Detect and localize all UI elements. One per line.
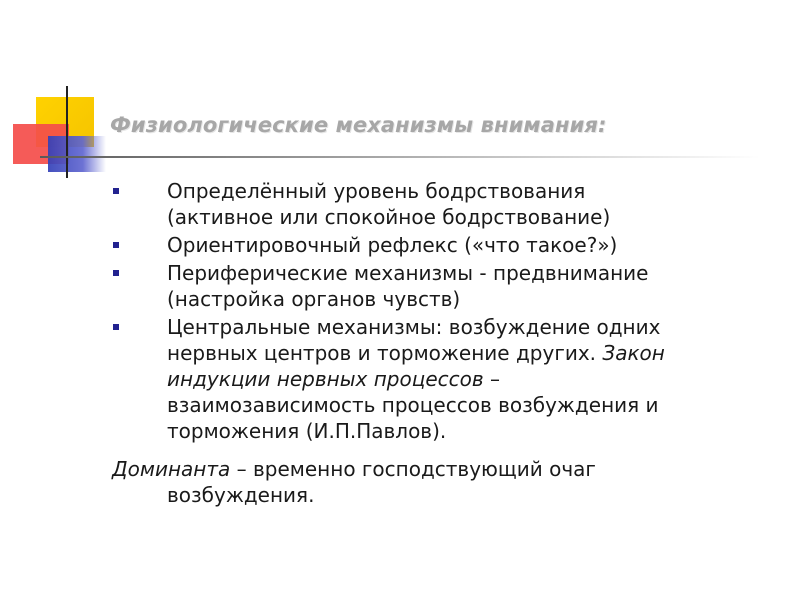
bullet-text-line: (активное или спокойное бодрствование) bbox=[167, 205, 611, 229]
decorative-blue-square bbox=[48, 136, 106, 172]
dominant-term: Доминанта bbox=[112, 457, 231, 481]
bullet-text-line: Определённый уровень бодрствования bbox=[167, 179, 586, 203]
bullet-italic-term: индукции нервных процессов bbox=[167, 367, 484, 391]
slide-title: Физиологические механизмы внимания: bbox=[110, 113, 607, 137]
bullet-text-line: Центральные механизмы: возбуждение одних bbox=[167, 315, 661, 339]
bullet-square-icon bbox=[113, 188, 119, 194]
bullet-item bbox=[112, 178, 762, 230]
bullet-list bbox=[112, 178, 762, 446]
bullet-text-fragment: – bbox=[483, 367, 501, 391]
bullet-text-line: взаимозависимость процессов возбуждения и bbox=[167, 393, 659, 417]
bullet-text-line: (настройка органов чувств) bbox=[167, 287, 461, 311]
dominant-definition-text: – временно господствующий очаг bbox=[230, 457, 596, 481]
dominant-definition-continuation: возбуждения. bbox=[167, 483, 315, 507]
dominant-definition bbox=[112, 456, 752, 508]
bullet-item bbox=[112, 260, 762, 312]
bullet-text-fragment: нервных центров и торможение других. bbox=[167, 341, 603, 365]
bullet-item bbox=[112, 314, 762, 444]
bullet-text-line: торможения (И.П.Павлов). bbox=[167, 419, 447, 443]
bullet-item bbox=[112, 232, 762, 258]
bullet-square-icon bbox=[113, 324, 119, 330]
bullet-text-line: Ориентировочный рефлекс («что такое?») bbox=[167, 233, 618, 257]
bullet-square-icon bbox=[113, 242, 119, 248]
bullet-square-icon bbox=[113, 270, 119, 276]
title-underline bbox=[40, 156, 760, 158]
bullet-text-line: Периферические механизмы - предвнимание bbox=[167, 261, 649, 285]
bullet-italic-term: Закон bbox=[602, 341, 665, 365]
decorative-vertical-line bbox=[66, 86, 68, 178]
